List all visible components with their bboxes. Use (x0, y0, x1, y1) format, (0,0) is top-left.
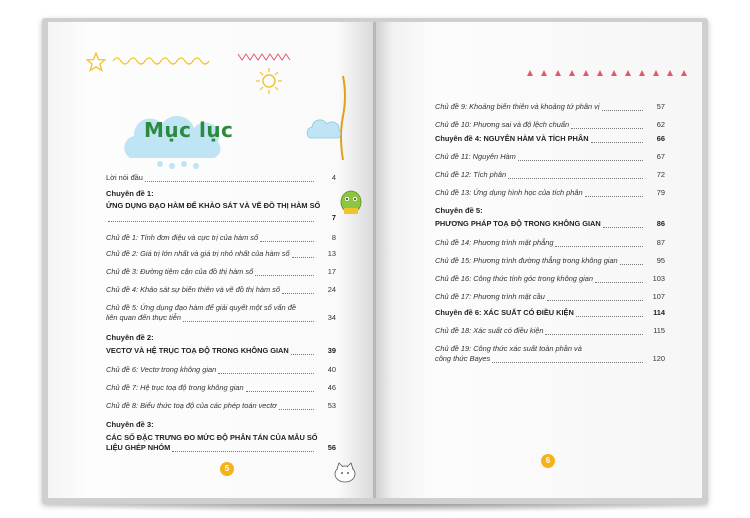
toc-label: VECTƠ VÀ HỆ TRỤC TOẠ ĐỘ TRONG KHÔNG GIAN (106, 346, 289, 355)
toc-entry (106, 383, 336, 403)
book-spine (373, 22, 376, 498)
toc-page-number: 17 (327, 267, 336, 276)
toc-label: Chủ đề 1: Tính đơn điệu và cực trị của hàm số (106, 233, 259, 242)
toc-label: Chủ đề 2: Giá trị lớn nhất và giá trị nhỏ nhất của hàm số (106, 249, 290, 258)
toc-page-number: 115 (653, 326, 665, 335)
toc-page-number: 62 (656, 120, 665, 129)
toc-label: Chủ đề 19: Công thức xác suất toàn phần và (435, 344, 582, 353)
toc-page-number: 57 (656, 102, 665, 111)
dot-leader (282, 293, 314, 294)
toc-page-number: 114 (653, 308, 665, 317)
toc-label: Chuyên đề 4: NGUYÊN HÀM VÀ TÍCH PHÂN (435, 134, 589, 143)
toc-entry: Chuyên đề 5: (435, 206, 483, 215)
cloud-icon (304, 116, 344, 142)
toc-entry (106, 249, 336, 269)
toc-entry: Chuyên đề 2: (106, 333, 154, 342)
toc-entry (106, 285, 336, 305)
toc-label: ỨNG DỤNG ĐẠO HÀM ĐỂ KHẢO SÁT VÀ VẼ ĐỒ THỊ HÀM SỐ (106, 201, 321, 210)
toc-page-number: 4 (331, 173, 336, 182)
toc-label: Chủ đề 17: Phương trình mặt cầu (435, 292, 545, 301)
toc-label: Chủ đề 8: Biểu thức toạ độ của các phép toán vectơ (106, 401, 277, 410)
toc-page-number: 39 (327, 346, 336, 355)
toc-label-continued: LIỆU GHÉP NHÓM (106, 443, 171, 452)
dot-leader (602, 110, 643, 111)
toc-label: Chủ đề 3: Đường tiệm cận của đồ thị hàm số (106, 267, 254, 276)
scribble-decoration (108, 46, 348, 76)
toc-label: Chủ đề 10: Phương sai và độ lệch chuẩn (435, 120, 570, 129)
dot-leader (603, 227, 643, 228)
toc-page-number: 86 (656, 219, 665, 228)
toc-page-number: 103 (652, 274, 665, 283)
cat-icon (332, 460, 358, 484)
toc-label: CÁC SỐ ĐẶC TRƯNG ĐO MỨC ĐỘ PHÂN TÁN CỦA MẪU SỐ (106, 433, 318, 442)
toc-entry (435, 238, 665, 258)
toc-entry: Chuyên đề 3: (106, 420, 154, 429)
dot-leader (246, 391, 314, 392)
toc-page-number: 95 (656, 256, 665, 265)
dot-leader (547, 300, 643, 301)
toc-entry (435, 102, 665, 122)
toc-page-number: 67 (656, 152, 665, 161)
toc-label: Chủ đề 13: Ứng dụng hình học của tích phân (435, 188, 583, 197)
toc-label: Chủ đề 16: Công thức tính góc trong không gian (435, 274, 593, 283)
toc-label: Chủ đề 11: Nguyên Hàm (435, 152, 516, 161)
toc-entry (106, 365, 336, 385)
dot-leader (255, 275, 314, 276)
toc-entry (435, 188, 665, 208)
dot-leader (218, 373, 314, 374)
dot-leader (591, 142, 643, 143)
toc-page-number: 8 (331, 233, 336, 242)
dot-leader (183, 321, 314, 322)
dot-leader (508, 178, 643, 179)
dot-leader (260, 241, 314, 242)
toc-page-number: 79 (656, 188, 665, 197)
toc-entry (435, 152, 665, 172)
toc-entry (106, 401, 336, 421)
scribble-decoration-right (525, 66, 695, 80)
dot-leader (595, 282, 643, 283)
toc-entry (435, 308, 665, 328)
dot-leader (492, 362, 643, 363)
toc-entry (106, 201, 336, 221)
toc-entry (435, 274, 665, 294)
toc-label: Chuyên đề 6: XÁC SUẤT CÓ ĐIỀU KIỆN (435, 308, 574, 317)
dot-leader (291, 354, 314, 355)
toc-entry (435, 170, 665, 190)
page-number-right: 6 (541, 454, 555, 468)
toc-entry (435, 344, 665, 364)
toc-page-number: 40 (327, 365, 336, 374)
toc-label: Chủ đề 18: Xác suất có điều kiện (435, 326, 544, 335)
dot-leader (545, 334, 643, 335)
toc-label: Lời nói đầu (106, 173, 143, 182)
toc-entry: Chuyên đề 1: (106, 189, 154, 198)
left-page (48, 22, 375, 498)
mascot-icon (338, 186, 364, 216)
toc-label-continued: liên quan đến thực tiễn (106, 313, 181, 322)
toc-label: Chủ đề 9: Khoảng biến thiên và khoảng tứ phân vị (435, 102, 600, 111)
toc-page-number: 56 (327, 443, 336, 452)
toc-label: Chủ đề 5: Ứng dụng đạo hàm để giải quyết một số vấn đề (106, 303, 296, 312)
toc-page-number: 66 (656, 134, 665, 143)
toc-page-number: 72 (656, 170, 665, 179)
toc-label: Chủ đề 12: Tích phân (435, 170, 507, 179)
dot-leader (108, 221, 314, 222)
page-title: Mục lục (144, 118, 234, 142)
sun-icon (254, 66, 284, 96)
toc-entry (106, 267, 336, 287)
dot-leader (571, 128, 643, 129)
toc-label: PHƯƠNG PHÁP TOẠ ĐỘ TRONG KHÔNG GIAN (435, 219, 601, 228)
dot-leader (292, 257, 314, 258)
dot-leader (576, 316, 643, 317)
dot-leader (620, 264, 643, 265)
toc-entry (106, 346, 336, 366)
toc-page-number: 13 (327, 249, 336, 258)
toc-page-number: 7 (331, 213, 336, 222)
page-number: 5 (220, 462, 234, 476)
toc-page-number: 87 (656, 238, 665, 247)
toc-label: Chủ đề 14: Phương trình mặt phẳng (435, 238, 554, 247)
toc-label: Chủ đề 7: Hệ trục toạ độ trong không gian (106, 383, 244, 392)
toc-page-number: 46 (327, 383, 336, 392)
dot-leader (172, 451, 314, 452)
toc-page-number: 34 (327, 313, 336, 322)
toc-entry (106, 433, 336, 453)
star-icon (86, 52, 106, 72)
toc-page-number: 120 (652, 354, 665, 363)
toc-entry (435, 219, 665, 239)
toc-entry (435, 134, 665, 154)
toc-label: Chủ đề 4: Khảo sát sự biến thiên và vẽ đồ thị hàm số (106, 285, 280, 294)
dot-leader (279, 409, 314, 410)
dot-leader (518, 160, 643, 161)
toc-label-continued: công thức Bayes (435, 354, 491, 363)
toc-entry (435, 326, 665, 346)
dot-leader (145, 181, 314, 182)
toc-label: Chủ đề 6: Vectơ trong không gian (106, 365, 217, 374)
dot-leader (585, 196, 643, 197)
toc-entry (435, 256, 665, 276)
dot-leader (555, 246, 643, 247)
toc-page-number: 107 (652, 292, 665, 301)
toc-entry (106, 303, 336, 323)
toc-page-number: 24 (327, 285, 336, 294)
toc-label: Chủ đề 15: Phương trình đường thẳng trong không gian (435, 256, 618, 265)
toc-page-number: 53 (327, 401, 336, 410)
right-page (375, 22, 702, 498)
